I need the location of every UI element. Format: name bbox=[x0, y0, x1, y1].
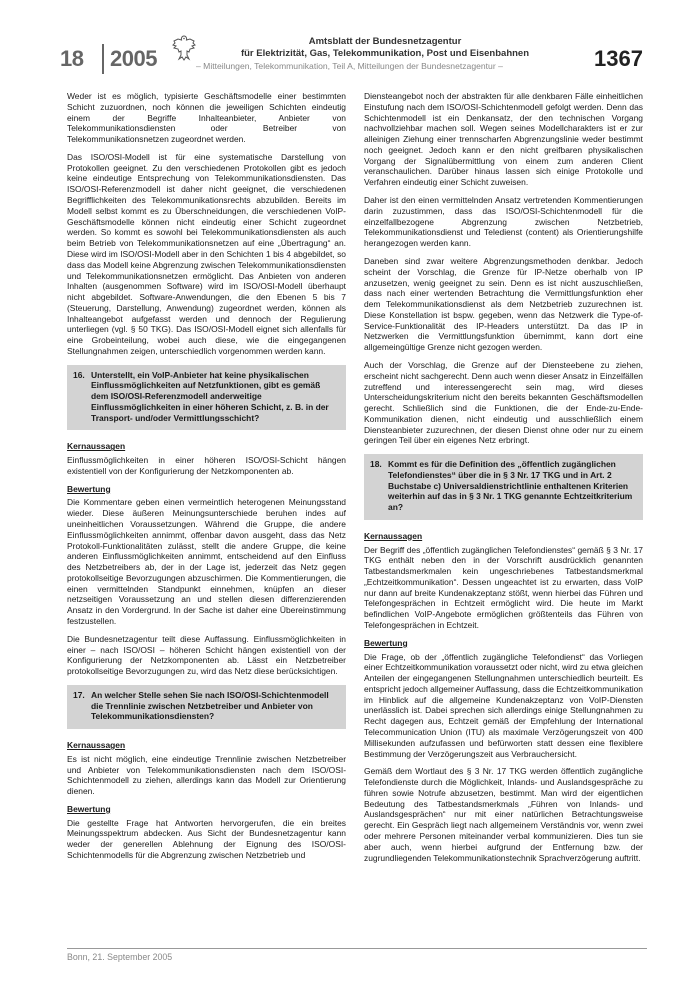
paragraph: Das ISO/OSI-Modell ist für eine systematische Darstellung von Protokollen geeignet. Zu den verschiedenen Protokollen gibt es jedoch keine eindeutige Entsprechung von Telekommunikationsdiensten. Das ISO/OSI-Referenzmodell ist daher nicht geeignet, die verschiedenen Begrifflichkeiten des Telekommunikationsrechts abzubilden. Bereits im Modell selbst kommt es zu Überschneidungen, die verschiedenen VoIP-Geschäftsmodelle können nicht eindeutig einer Schicht zugeordnet werden. So kommt es sowohl bei Telekommunikationsdiensten als auch beim Betrieb von Telekommunikationsnetzen auf eine „Übertragung“ an. Diese wird im ISO/OSI-Modell aber in den Schichten 1 bis 4 abgebildet, so dass das Modell keine Abgrenzung zwischen Telekommunikationsdiensten und Telekommunikationsnetzen ermöglicht. Das Anbieten von anderen Inhalten (ausgenommen Software) wird im ISO/OSI-Modell überhaupt nicht abgebildet. Software-Anwendungen, die den Ebenen 5 bis 7 (Steuerung, Darstellung, Anwendung) zugeordnet werden, können als Inhalteangebot aufgefasst werden und dennoch der Regulierung unterliegen (vgl. § 50 TKG). Das ISO/OSI-Modell eignet sich allenfalls für eine Grobeinteilung, wobei auch diese, wie die eingegangenen Stellungnahmen zeigen, unterschiedlich vorgenommen werden kann. bbox=[67, 151, 346, 356]
paragraph: Diensteangebot noch der abstrakten für alle denkbaren Fälle einheitlichen Einstufung nach dem ISO/OSI-Schichtenmodell gefolgt werden. Denn das Schichtenmodell ist ein Denkansatz, der den technischen Vorgang nachvollziehbar machen soll. Wegen seines Modellcharakters ist er zur alleinigen Ziehung einer trennscharfen Abgrenzungslinie weder bestimmt noch geeignet. Jedoch kann er den nicht greifbaren physikalischen Vorgang der Signalübermittlung von einem zum anderen Client veranschaulichen. Darüber hinaus lassen sich einige Protokolle und Verfahren eindeutig einer Schicht zuweisen. bbox=[364, 91, 643, 188]
paragraph: Die gestellte Frage hat Antworten hervorgerufen, die ein breites Meinungsspektrum abdecken. Aus Sicht der Bundesnetzagentur kann weder der generellen Ablehnung der Eignung des ISO/OSI-Schichtenmodells für die Abgrenzung zwischen Netzbetrieb und bbox=[67, 817, 346, 861]
paragraph: Die Bundesnetzagentur teilt diese Auffassung. Einflussmöglichkeiten in einer – nach ISO/OSI – höheren Schicht hängen existentiell von der Konfigurierung der Netzkomponenten ab. Lässt ein Netzbetreiber protokollseitige Bevorzugungen zu, wird das Netz diese berücksichtigen. bbox=[67, 633, 346, 677]
header-divider bbox=[102, 44, 104, 74]
paragraph: Einflussmöglichkeiten in einer höheren ISO/OSI-Schicht hängen existentiell von der Konfigurierung der Netzkomponenten ab. bbox=[67, 455, 346, 476]
federal-eagle-icon bbox=[172, 34, 196, 62]
paragraph: Daher ist den einen vermittelnden Ansatz vertretenden Kommentierungen darin zuzustimmen, dass das ISO/OSI-Schichtenmodell für die einzelfallbezogene Abgrenzung zwischen Netzbetrieb, Telekommunikationsdienst und Teledienst (content) als Orientierungshilfe herangezogen werden kann. bbox=[364, 195, 643, 249]
question-number: 17. bbox=[73, 689, 85, 700]
paragraph: Der Begriff des „öffentlich zugänglichen Telefondienstes“ gemäß § 3 Nr. 17 TKG enthält neben den in der Vorschrift ausdrücklich genannten Tatbestandsmerkmalen kein ungeschriebenes Tatbestandsmerkmal „Echtzeitkommunikation“. Dessen ungeachtet ist zu erwarten, dass VoIP nur dann auf breite Kundenakzeptanz stößt, wenn hierbei das Führen und Telefongesprächen in Echtzeit ermöglicht wird. Die heute im Markt befindlichen VoIP-Angebote ermöglichen größtenteils das Führen von Telefongesprächen in Echtzeit. bbox=[364, 544, 643, 630]
paragraph: Weder ist es möglich, typisierte Geschäftsmodelle einer bestimmten Schicht zuzuordnen, noch können die jeweiligen Schichten eindeutig einem der Begriffe Inhalteanbieter, Anbieter von Telekommunikationsdiensten oder Betreiber von Telekommunikationsnetzen zugeordnet werden. bbox=[67, 91, 346, 145]
section-heading: Bewertung bbox=[364, 637, 408, 648]
paragraph: Auch der Vorschlag, die Grenze auf der Diensteebene zu ziehen, erscheint nicht sachgerecht. Denn auch wenn dieser Ansatz in Einzelfällen zutreffend und interessengerecht sein mag, wird dieses Unterscheidungskriterium nicht den bereits bekannten Geschäftsmodellen gerecht. Schließlich sind die Funktionen, die der Ende-zu-Ende-Kommunikation dienen, nicht eindeutig und ausschließlich einem Diensteanbieter zuzurechnen, der diesen Dienst ohne oder nur zu einem geringen Teil über ein eigenes Netz erbringt. bbox=[364, 359, 643, 446]
paragraph: Gemäß dem Wortlaut des § 3 Nr. 17 TKG werden öffentlich zugängliche Telefondienste durch die Möglichkeit, Inlands- und Auslandsgespräche zu führen sowie Notrufe abzusetzen, bestimmt. Man wird der eigentlichen Bedeutung des Tatbestandsmerkmals „Führen von Inlands- und Auslandsgesprächen“ nur mit einer natürlichen Betrachtungsweise gerecht. Ein Gespräch liegt nach allgemeinem Verständnis vor, wenn zwei oder mehrere Personen miteinander verbal kommunizieren. Dies tun sie aber auch, wenn hierbei aufgrund der Entfernung bzw. der zugrundliegenden Telekommunikationstechnik Sprachverzögerung auftritt. bbox=[364, 766, 643, 863]
paragraph: Es ist nicht möglich, eine eindeutige Trennlinie zwischen Netzbetreiber und Anbieter von Telekommunikationsdiensten nach dem ISO/OSI-Schichtenmodell zu ziehen, allerdings kann das Modell zur Orientierung dienen. bbox=[67, 753, 346, 797]
paragraph: Daneben sind zwar weitere Abgrenzungsmethoden denkbar. Jedoch scheint der Vorschlag, die Grenze für IP-Netze oberhalb von IP anzusetzen, wenig geeignet zu sein. Denn es ist nicht auszuschließen, dass nach einer wertenden Betrachtung die Vermittlungsfunktion eher dem Telekommunikationsdienst als dem Netzbetrieb zuzurechnen ist. Diese Konstellation ist bspw. gegeben, wenn das Netzwerk die Type-of-Service-Funktionalität des IP-Headers unterstützt. Da das IP in Netzwerken die Vermittlungsfunktion übernimmt, kann dort eine allgemeingültige Grenze nicht gezogen werden. bbox=[364, 255, 643, 353]
section-heading: Kernaussagen bbox=[364, 530, 423, 541]
publication-subtitle: für Elektrizität, Gas, Telekommunikation, Post und Eisenbahnen bbox=[240, 48, 530, 59]
question-box-16 bbox=[67, 365, 346, 431]
footer-rule bbox=[67, 948, 647, 949]
footer-date: Bonn, 21. September 2005 bbox=[67, 952, 173, 962]
right-column bbox=[364, 91, 643, 870]
section-heading: Bewertung bbox=[67, 483, 111, 494]
page-number: 1367 bbox=[594, 46, 643, 71]
left-column bbox=[67, 91, 346, 868]
question-box-17 bbox=[67, 685, 346, 729]
question-number: 18. bbox=[370, 459, 382, 470]
issue-year: 2005 bbox=[110, 46, 157, 71]
question-text: An welcher Stelle sehen Sie nach ISO/OSI-Schichtenmodell die Trennlinie zwischen Netzbetreiber und Anbieter von Telekommunikationsdiensten? bbox=[91, 689, 329, 722]
question-text: Kommt es für die Definition des „öffentlich zugänglichen Telefondienstes“ über die in § 3 Nr. 17 TKG und in Art. 2 Buchstabe c) Universaldienstrichtlinie enthaltenen Kriterien weiterhin auf das in § 3 Nr. 1 TKG genannte Echtzeitkriterium an? bbox=[388, 459, 633, 513]
issue-number: 18 bbox=[60, 46, 84, 71]
section-heading: Bewertung bbox=[67, 803, 111, 814]
publication-title: Amtsblatt der Bundesnetzagentur bbox=[308, 36, 462, 47]
question-box-18 bbox=[364, 454, 643, 520]
section-subtitle: – Mitteilungen, Telekommunikation, Teil A, Mitteilungen der Bundesnetzagentur – bbox=[196, 61, 503, 71]
question-text: Unterstellt, ein VoIP-Anbieter hat keine physikalischen Einflussmöglichkeiten auf Netzfunktionen, gibt es gemäß dem ISO/OSI-Referenzmodell anderweitige Einflussmöglichkeiten in einer höheren Schicht, z. B. in der Transport- und/oder Vermittlungsschicht? bbox=[91, 369, 329, 423]
paragraph: Die Frage, ob der „öffentlich zugängliche Telefondienst“ das Vorliegen einer Echtzeitkommunikation voraussetzt oder nicht, wird zu etwa gleichen Anteilen der eingegangenen Stellungnahmen unterschiedlich beurteilt. Es entspricht jedoch allgemeiner Auffassung, dass die Echtzeitkommunikation im Hinblick auf die allgemeine Kundenakzeptanz von VoIP-Diensten unerlässlich ist. Dabei sprechen sich allerdings einige Stellungnahmen zu Recht dagegen aus, Echtzeit gemäß der Empfehlung der International Telecommunication Union (ITU) als maximale Verzögerungszeit von 400 Millisekunden aufzufassen und befürworten statt dessen eine flexiblere Bestimmung der Verzögerungszeit aus Verbrauchersicht. bbox=[364, 651, 643, 759]
section-heading: Kernaussagen bbox=[67, 441, 126, 452]
question-number: 16. bbox=[73, 369, 85, 380]
paragraph: Die Kommentare geben einen vermeintlich heterogenen Meinungsstand wieder. Diese äußeren Meinungsunterschiede beruhen indes auf uneinheitlichen Voraussetzungen. Während die Gruppe, die andere Einflussmöglichkeiten annimmt, offenbar davon ausgeht, dass das Netz Protokoll-Funktionalitäten zulässt, stellt die andere Gruppe, die keine anderen Einflussmöglichkeiten annimmt, entscheidend auf den Einfluss des Netzbetreibers ab, der in der Lage ist, jederzeit das Netz gegen protokollseitige Bevorzugungen abzuschirmen. Die Kommentierungen, die einen vermittelnden Standpunkt einnehmen, knüpfen an dieser netzseitigen Voraussetzung an und stellen diesen differenzierenden Ansatz in den Vordergrund. In der Sache ist daher eine Übereinstimmung festzustellen. bbox=[67, 497, 346, 626]
section-heading: Kernaussagen bbox=[67, 740, 126, 750]
page-header bbox=[0, 0, 700, 80]
